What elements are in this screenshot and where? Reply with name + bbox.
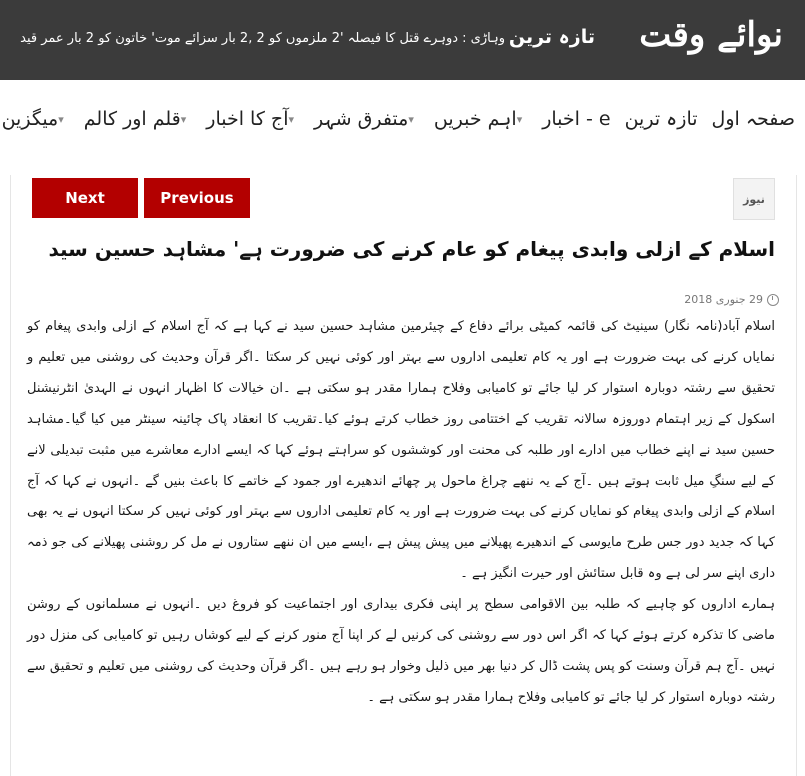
nav-item-label: e - اخبار [542, 108, 611, 130]
latest-news-label: تازہ ترین [508, 26, 595, 48]
clock-icon [767, 294, 779, 306]
article-body [27, 312, 775, 714]
chevron-down-icon: ▾ [408, 112, 414, 126]
nav-item-label: تازہ ترین [624, 108, 698, 130]
article-meta [684, 293, 779, 306]
top-header-bar [0, 0, 805, 80]
nav-item[interactable] [542, 108, 610, 130]
next-button[interactable]: Next [32, 178, 138, 218]
site-logo[interactable]: نوائے وقت [639, 15, 783, 55]
article-paragraph: اسلام آباد(نامہ نگار) سینیٹ کی قائمہ کمیٹی برائے دفاع کے چیئرمین مشاہد حسین سید نے کہا ہے کہ آج اسلام کے ازلی وابدی پیغام کو نمایاں کرنے کی بہت ضرورت ہے اور یہ کام تعلیمی اداروں سے بہتر اور کوئی نہیں کر سکتا ۔اگر قرآن وحدیث کی روشنی میں تعلیم و تحقیق سے رشتہ دوبارہ استوار کر لیا جائے تو کامیابی وفلاح ہمارا مقدر ہو سکتی ہے ۔ان خیالات کا اظہار انہوں نے الہدیٰ انٹرنیشنل اسکول کے زیر اہتمام دوروزہ سالانہ تقریب کے اختتامی روز خطاب کرتے ہوئے کیا۔تقریب کا انعقاد پاک چائینہ سینٹر میں کیا گیا۔مشاہد حسین سید نے اپنے خطاب میں ادارے اور طلبہ کی محنت اور کوششوں کو سراہتے ہوئے کہا کہ ایسے ادارے معاشرے میں مثبت تبدیلی لانے کے لیے سنگِ میل ثابت ہوتے ہیں ۔آج کے یہ ننھے چراغ ماحول پر چھائے اندھیرے اور جمود کے خاتمے کا باعث بنیں گے ۔انہوں نے کہا کہ آج اسلام کے ازلی وابدی پیغام کو نمایاں کرنے کی بہت ضرورت ہے اور یہ کام تعلیمی اداروں سے بہتر اور کوئی نہیں کر سکتا انہوں نے یہ بھی کہا کہ جدید دور جس طرح مایوسی کے اندھیرے پھیلانے میں پیش پیش ہے ،ایسے میں ان ننھے ستاروں نے مل کر روشنی پھیلانے کی جو ذمہ داری اپنے سر لی ہے وہ قابل ستائش اور حیرت انگیز ہے ۔ [27, 319, 775, 582]
article-date: 29 جنوری 2018 [684, 293, 763, 306]
article-title: اسلام کے ازلی وابدی پیغام کو عام کرنے کی ضرورت ہے' مشاہد حسین سید [48, 237, 775, 261]
chevron-down-icon: ▾ [516, 112, 523, 126]
chevron-down-icon: ▾ [180, 112, 187, 126]
chevron-down-icon: ▾ [288, 112, 295, 126]
news-ticker[interactable]: وہاڑی : دوہرے قتل کا فیصلہ '2 ملزموں کو 2 ,2 بار سزائے موت' خاتون کو 2 بار عمر قید [20, 31, 505, 46]
nav-item-label: میگزین [1, 108, 59, 130]
nav-item[interactable] [712, 108, 795, 130]
category-tab-news[interactable]: نیوز [733, 178, 775, 220]
nav-item[interactable] [434, 108, 528, 130]
chevron-down-icon: ▾ [58, 112, 64, 126]
nav-item-label: قلم اور کالم [83, 108, 181, 130]
previous-button[interactable]: Previous [144, 178, 250, 218]
nav-items [2, 108, 795, 130]
nav-item[interactable] [84, 108, 193, 130]
nav-item-label: صفحہ اول [711, 108, 795, 130]
nav-item[interactable] [2, 108, 70, 130]
nav-item[interactable] [314, 108, 420, 130]
nav-item-label: متفرق شہر [314, 108, 409, 130]
article-paragraph: ہمارے اداروں کو چاہیے کہ طلبہ بین الاقوامی سطح پر اپنی فکری بیداری اور اجتماعیت کو فروغ دیں ۔انہوں نے مسلمانوں کے روشن ماضی کا تذکرہ کرتے ہوئے کہا کہ اگر اس دور سے روشنی کی کرنیں لے کر اپنا آج منور کرنے کے لیے کوشاں رہیں تو کامیابی کی منزل دور نہیں ۔آج ہم قرآن وسنت کو پس پشت ڈال کر دنیا بھر میں ذلیل وخوار ہو رہے ہیں ۔اگر قرآن وحدیث کی روشنی میں تعلیم و تحقیق سے رشتہ دوبارہ استوار کر لیا جائے تو کامیابی وفلاح ہمارا مقدر ہو سکتی ہے ۔ [27, 597, 775, 705]
main-navigation [0, 80, 805, 176]
nav-item-label: اہم خبریں [433, 108, 517, 130]
nav-item[interactable] [206, 108, 300, 130]
nav-item-label: آج کا اخبار [206, 108, 289, 130]
nav-item[interactable] [625, 108, 698, 130]
